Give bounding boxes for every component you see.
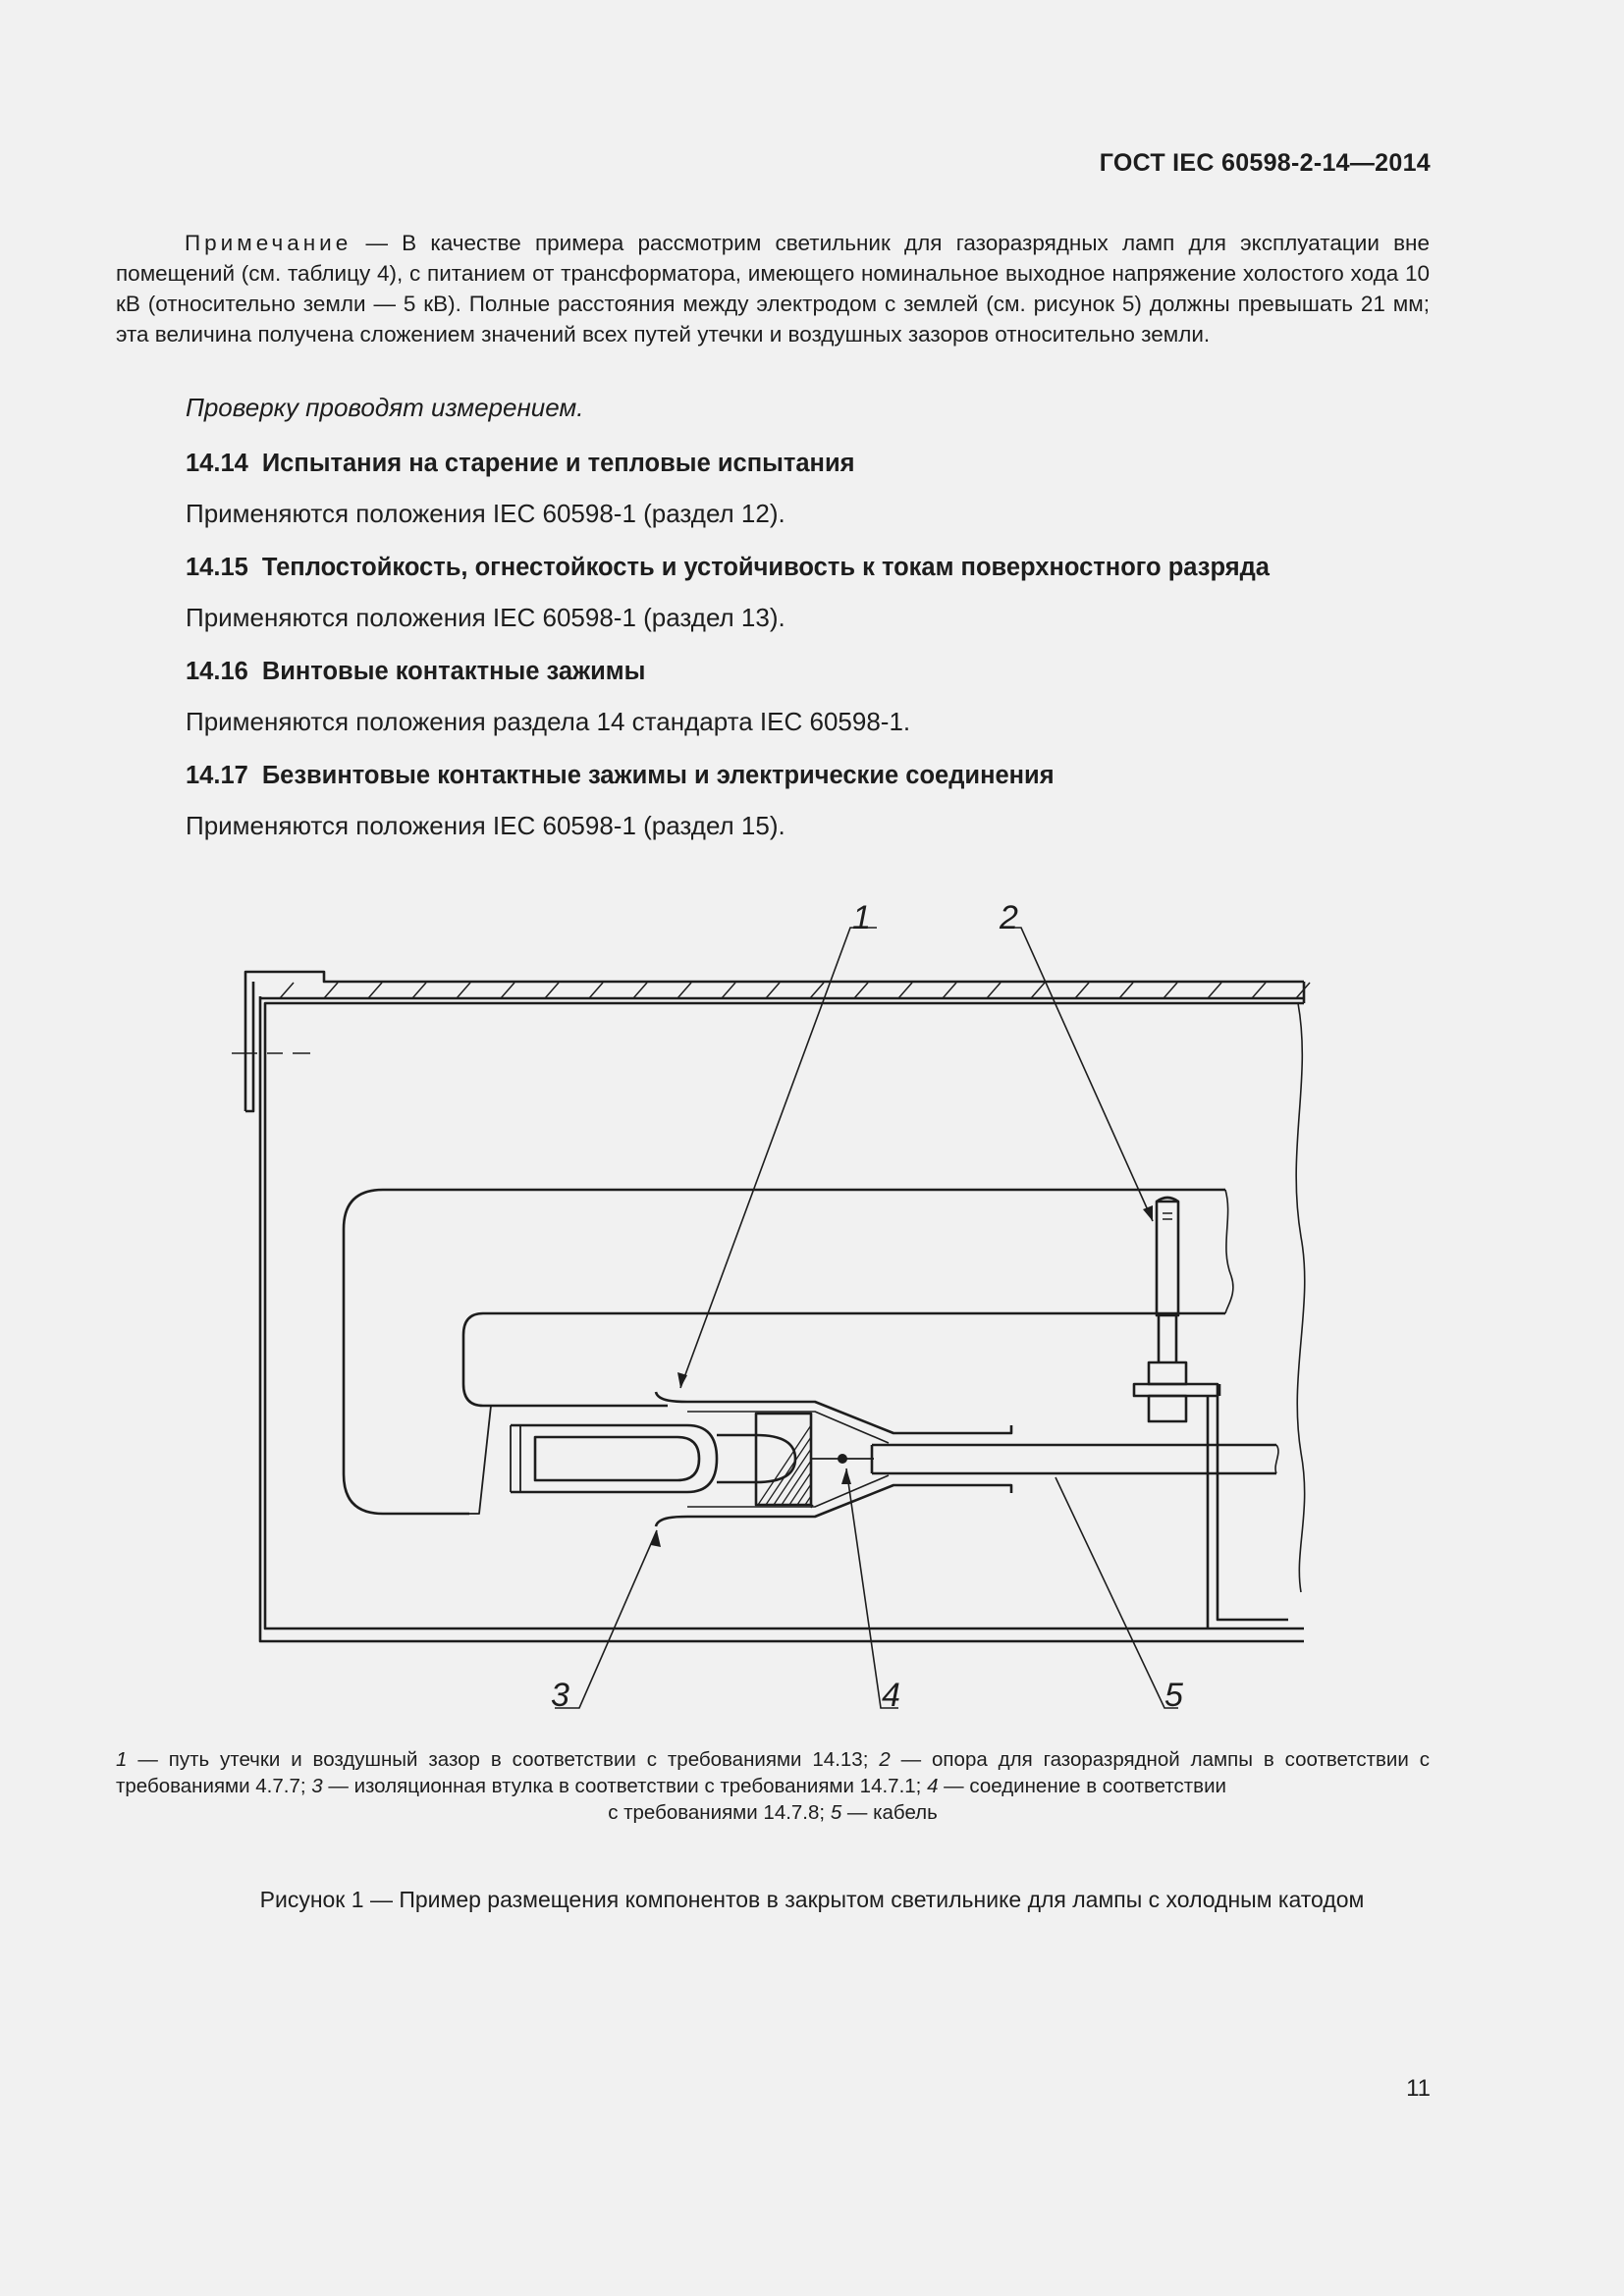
section-title: Винтовые контактные зажимы <box>261 658 646 685</box>
standard-header: ГОСТ IEC 60598-2-14—2014 <box>1099 149 1431 177</box>
electrode-inner <box>535 1437 699 1480</box>
hatch-line <box>280 983 294 998</box>
hatch-line <box>545 983 559 998</box>
lamp-tube-inner <box>463 1313 1225 1406</box>
section-number: 14.17 <box>186 762 248 789</box>
support-bracket <box>1134 1384 1218 1396</box>
housing-outer <box>245 972 1304 1111</box>
section-body-14-15: Применяются положения IEC 60598-1 (раздел 13). <box>186 603 785 632</box>
lower-tube-edge <box>469 1406 491 1514</box>
hatch-line <box>810 983 824 998</box>
legend-num: 1 <box>116 1748 128 1771</box>
insulating-sleeve-lower <box>656 1485 1011 1526</box>
leader-line-4 <box>846 1468 898 1708</box>
hatch-line <box>797 1484 811 1505</box>
hatch-line <box>774 1449 811 1505</box>
connection-point <box>838 1454 847 1464</box>
section-title: Теплостойкость, огнестойкость и устойчивость к токам поверхностного разряда <box>261 554 1270 581</box>
leader-line-1 <box>680 928 877 1388</box>
housing-inner <box>265 1003 1304 1629</box>
hatch-line <box>368 983 382 998</box>
label-4: 4 <box>882 1677 900 1714</box>
section-body-14-14: Применяются положения IEC 60598-1 (раздел 12). <box>186 499 785 528</box>
section-body-14-17: Применяются положения IEC 60598-1 (раздел 15). <box>186 811 785 840</box>
support-rod <box>1159 1315 1176 1362</box>
section-title: Испытания на старение и тепловые испытания <box>261 450 855 477</box>
luminaire-diagram <box>0 883 1624 1728</box>
section-heading-14-14 <box>186 450 855 478</box>
section-heading-14-16 <box>186 658 645 686</box>
housing-right-break <box>1296 1003 1305 1592</box>
hatch-line <box>782 1461 811 1505</box>
figure-title: Рисунок 1 — Пример размещения компонентов в закрытом светильнике для лампы с холодным катодом <box>259 1887 1365 1912</box>
section-number: 14.14 <box>186 450 248 477</box>
legend-num: 5 <box>830 1801 842 1824</box>
section-number: 14.15 <box>186 554 248 581</box>
arrowhead-4 <box>841 1468 851 1484</box>
note-paragraph <box>116 228 1430 349</box>
legend-text: — путь утечки и воздушный зазор в соответствии с требованиями 14.13; <box>127 1748 880 1771</box>
sleeve-inner-lower <box>687 1475 889 1507</box>
support-arm <box>1208 1396 1288 1629</box>
housing-left-wall <box>260 996 1304 1641</box>
section-number: 14.16 <box>186 658 248 685</box>
hatch-line <box>1252 983 1266 998</box>
hatch-line <box>766 983 780 998</box>
leader-line-5 <box>1056 1477 1178 1708</box>
label-3: 3 <box>551 1677 569 1714</box>
note-lead: Примечание <box>185 231 352 255</box>
section-title: Безвинтовые контактные зажимы и электрические соединения <box>261 762 1055 789</box>
legend-last-line <box>116 1799 1430 1826</box>
electrode <box>511 1425 717 1492</box>
hatch-line <box>1031 983 1045 998</box>
legend-text: — изоляционная втулка в соответствии с требованиями 14.7.1; <box>322 1775 928 1797</box>
hatch-line <box>589 983 603 998</box>
legend-num: 2 <box>879 1748 891 1771</box>
insulating-sleeve <box>656 1392 1011 1433</box>
hatch-line <box>633 983 647 998</box>
page-number: 11 <box>1406 2075 1431 2102</box>
sleeve-hatching <box>758 1425 813 1508</box>
lid-hatching <box>280 983 1310 998</box>
legend-num: 4 <box>927 1775 939 1797</box>
legend-text: — кабель <box>841 1801 938 1824</box>
note-text: — В качестве примера рассмотрим светильник для газоразрядных ламп для эксплуатации вне помещений (см. таблицу 4), с питанием от трансформатора, имеющего номинальное выходное напряжение холостого хода 10 кВ (относительно земли — 5 кВ). Полные расстояния между электродом с землей (см. рисунок 5) должны превышать 21 мм; эта величина получена сложением значений всех путей утечки и воздушных зазоров относительно земли. <box>116 231 1430 347</box>
legend-num: 3 <box>311 1775 323 1797</box>
support-nut-upper <box>1149 1362 1186 1384</box>
label-5: 5 <box>1164 1677 1183 1714</box>
section-heading-14-15 <box>186 554 1270 582</box>
hatch-line <box>412 983 426 998</box>
legend-text: с требованиями 14.7.8; <box>608 1801 831 1824</box>
check-statement: Проверку проводят измерением. <box>186 393 584 422</box>
cable-break <box>1275 1445 1278 1473</box>
hatch-line <box>722 983 735 998</box>
cable <box>872 1445 1276 1473</box>
hatch-line <box>898 983 912 998</box>
hatch-line <box>1208 983 1221 998</box>
hatch-line <box>677 983 691 998</box>
section-body-14-16: Применяются положения раздела 14 стандарта IEC 60598-1. <box>186 707 911 736</box>
sleeve-inner-upper <box>687 1412 889 1443</box>
hatch-line <box>987 983 1001 998</box>
hatch-line <box>1119 983 1133 998</box>
hatch-line <box>854 983 868 998</box>
support-marks <box>1163 1213 1172 1219</box>
hatch-line <box>758 1425 811 1505</box>
hatch-line <box>1075 983 1089 998</box>
label-2: 2 <box>1000 899 1018 936</box>
hatch-line <box>324 983 338 998</box>
figure-legend <box>116 1746 1430 1826</box>
arrowhead-2 <box>1143 1205 1153 1221</box>
hatch-line <box>501 983 514 998</box>
electrode-cap <box>511 1425 520 1492</box>
section-heading-14-17 <box>186 762 1055 790</box>
lamp-tube-break <box>1225 1190 1233 1313</box>
support-nut-lower <box>1149 1396 1186 1421</box>
leader-line-3 <box>555 1530 657 1708</box>
leader-line-2 <box>1004 928 1153 1221</box>
hatch-line <box>457 983 470 998</box>
legend-text: — опора для газоразрядной лампы в соответствии с требованиями 4.7.7; <box>116 1748 1430 1797</box>
hatch-line <box>1164 983 1177 998</box>
legend-text: — соединение в соответствии <box>938 1775 1226 1797</box>
hatch-line <box>943 983 956 998</box>
label-1: 1 <box>852 899 871 936</box>
